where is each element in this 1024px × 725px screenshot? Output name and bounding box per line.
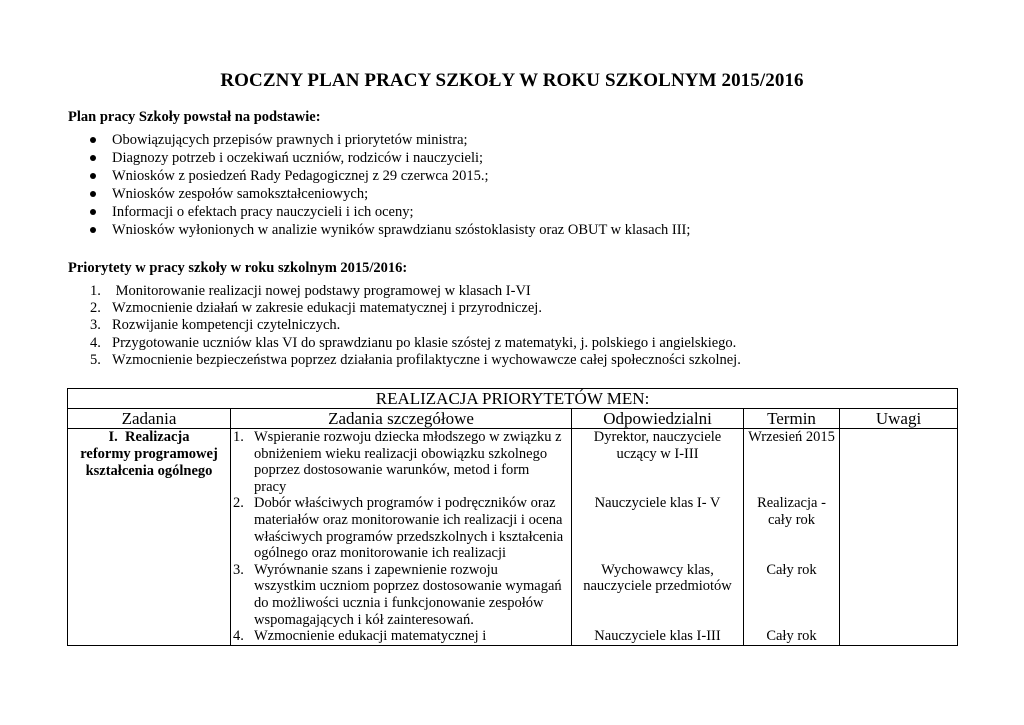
term-cell: [744, 429, 840, 646]
basis-heading: Plan pracy Szkoły powstał na podstawie:: [68, 109, 321, 125]
subtask-line: ogólnego oraz monitorowanie ich realizacji: [254, 545, 507, 562]
term-line: Cały rok: [766, 628, 817, 645]
header-term: Termin: [744, 409, 840, 429]
term-entry: [744, 562, 839, 628]
priority-text: Wzmocnienie działań w zakresie edukacji matematycznej i przyrodniczej.: [112, 300, 542, 317]
task-line: I. Realizacja: [108, 429, 190, 445]
basis-item: Diagnozy potrzeb i oczekiwań uczniów, rodziców i nauczycieli;: [68, 149, 690, 167]
table-row: [68, 429, 958, 646]
responsible-entry: [572, 628, 743, 645]
document-title: ROCZNY PLAN PRACY SZKOŁY W ROKU SZKOLNYM 2015/2016: [220, 70, 804, 91]
subtask-line: do możliwości ucznia i funkcjonowanie zespołów: [254, 594, 544, 611]
term-line: cały rok: [767, 511, 816, 528]
subtask: [231, 495, 571, 561]
term-entry: [744, 628, 839, 645]
priority-item: [68, 317, 741, 334]
subtask-number: 2.: [233, 495, 244, 512]
basis-item: Obowiązujących przepisów prawnych i priorytetów ministra;: [68, 131, 690, 149]
subtask-line: poprzez dostosowanie warunków, metod i form: [254, 462, 530, 479]
term-line: Cały rok: [766, 561, 817, 578]
priorities-table: [67, 388, 958, 646]
subtask-line: wspomagających i kół zainteresowań.: [254, 611, 474, 628]
priority-number: 3.: [90, 317, 101, 334]
responsible-line: nauczyciele przedmiotów: [583, 578, 732, 595]
responsible-line: Wychowawcy klas,: [601, 561, 714, 578]
priority-item: [68, 283, 741, 300]
basis-list: [68, 131, 690, 239]
term-line: Realizacja -: [757, 495, 826, 512]
priorities-list: [68, 283, 741, 369]
subtask-line: Dobór właściwych programów i podręczników oraz: [254, 495, 556, 512]
header-details: Zadania szczegółowe: [231, 409, 572, 429]
subtask-line: właściwych programów przedszkolnych i kształcenia: [254, 528, 564, 545]
responsible-entry: [572, 562, 743, 628]
priority-number: 5.: [90, 351, 101, 368]
term-entry: [744, 429, 839, 495]
responsible-line: Nauczyciele klas I- V: [594, 495, 721, 512]
responsible-line: uczący w I-III: [616, 445, 699, 462]
subtask-line: obniżeniem wieku realizacji obowiązku szkolnego: [254, 445, 548, 462]
basis-item: Informacji o efektach pracy nauczycieli i ich oceny;: [68, 203, 690, 221]
responsible-line: Nauczyciele klas I-III: [594, 628, 721, 645]
subtask: [231, 562, 571, 628]
priority-text: Monitorowanie realizacji nowej podstawy programowej w klasach I-VI: [112, 283, 531, 299]
priority-item: [68, 352, 741, 369]
term-line: Wrzesień 2015: [748, 429, 835, 445]
priority-number: 4.: [90, 334, 101, 351]
subtask-number: 4.: [233, 628, 244, 645]
subtask-number: 3.: [233, 561, 244, 578]
responsible-cell: [572, 429, 744, 646]
details-cell: [231, 429, 572, 646]
header-tasks: Zadania: [68, 409, 231, 429]
subtask: [231, 628, 571, 645]
priority-text: Przygotowanie uczniów klas VI do sprawdzianu po klasie szóstej z matematyki, j. polskiego i angielskiego.: [112, 334, 737, 351]
basis-item: Wniosków zespołów samokształceniowych;: [68, 185, 690, 203]
priorities-heading: Priorytety w pracy szkoły w roku szkolnym 2015/2016:: [68, 260, 408, 276]
header-responsible: Odpowiedzialni: [572, 409, 744, 429]
task-line: reformy programowej: [80, 446, 218, 462]
subtask: [231, 429, 571, 495]
priority-item: [68, 335, 741, 352]
priority-item: [68, 300, 741, 317]
subtask-line: Wspieranie rozwoju dziecka młodszego w związku z: [254, 429, 562, 445]
priority-text: Rozwijanie kompetencji czytelniczych.: [112, 317, 341, 334]
notes-cell: [840, 429, 958, 646]
task-line: kształcenia ogólnego: [85, 463, 213, 479]
priority-text: Wzmocnienie bezpieczeństwa poprzez działania profilaktyczne i wychowawcze całej społeczności szkolnej.: [112, 351, 741, 368]
basis-item: Wniosków wyłonionych w analizie wyników sprawdzianu szóstoklasisty oraz OBUT w klasach III;: [68, 221, 690, 239]
subtask-number: 1.: [233, 429, 244, 445]
basis-item: Wniosków z posiedzeń Rady Pedagogicznej z 29 czerwca 2015.;: [68, 167, 690, 185]
table-banner: REALIZACJA PRIORYTETÓW MEN:: [68, 389, 958, 409]
subtask-line: wszystkim uczniom poprzez dostosowanie wymagań: [254, 578, 562, 595]
subtask-line: Wyrównanie szans i zapewnienie rozwoju: [254, 561, 498, 578]
subtask-line: pracy: [254, 478, 287, 495]
term-entry: [744, 495, 839, 561]
task-cell: [68, 429, 231, 646]
subtask-line: Wzmocnienie edukacji matematycznej i: [254, 628, 487, 645]
priority-number: 1.: [90, 283, 101, 299]
responsible-entry: [572, 495, 743, 561]
header-notes: Uwagi: [840, 409, 958, 429]
responsible-line: Dyrektor, nauczyciele: [593, 429, 722, 445]
responsible-entry: [572, 429, 743, 495]
subtask-line: materiałów oraz monitorowanie ich realizacji i ocena: [254, 511, 563, 528]
priority-number: 2.: [90, 300, 101, 317]
